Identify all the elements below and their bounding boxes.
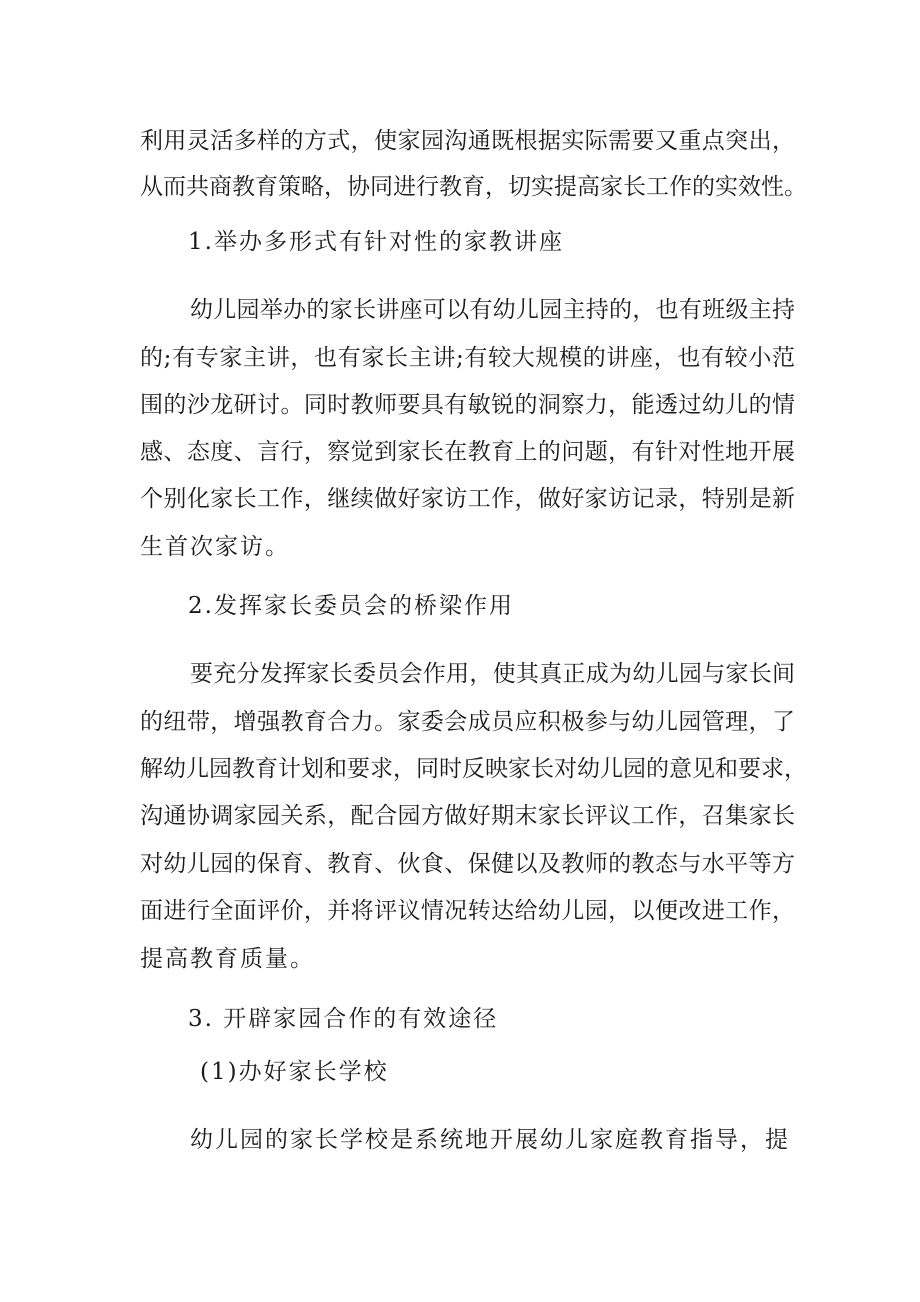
paragraph-line: 生首次家访。	[140, 534, 290, 560]
paragraph-line: 提高教育质量。	[140, 946, 315, 972]
paragraph-line: 的;有专家主讲，也有家长主讲;有较大规模的讲座，也有较小范	[140, 345, 795, 371]
paragraph-line: 个别化家长工作，继续做好家访工作，做好家访记录，特别是新	[140, 486, 795, 512]
paragraph-line: 幼儿园的家长学校是系统地开展幼儿家庭教育指导，提	[190, 1127, 790, 1153]
subsection-heading: (1)办好家长学校	[200, 1059, 389, 1085]
paragraph-line: 幼儿园举办的家长讲座可以有幼儿园主持的，也有班级主持	[190, 297, 795, 323]
paragraph-line: 解幼儿园教育计划和要求，同时反映家长对幼儿园的意见和要求，	[140, 756, 807, 782]
section-heading: 2.发挥家长委员会的桥梁作用	[188, 593, 514, 619]
paragraph-line: 对幼儿园的保育、教育、伙食、保健以及教师的教态与水平等方	[140, 851, 795, 877]
paragraph-line: 的纽带，增强教育合力。家委会成员应积极参与幼儿园管理，了	[140, 709, 795, 735]
paragraph-line: 从而共商教育策略，协同进行教育，切实提高家长工作的实效性。	[140, 174, 807, 200]
section-heading: 3. 开辟家园合作的有效途径	[188, 1006, 499, 1032]
paragraph-line: 沟通协调家园关系，配合园方做好期末家长评议工作，召集家长	[140, 803, 795, 829]
paragraph-line: 利用灵活多样的方式，使家园沟通既根据实际需要又重点突出，	[140, 128, 795, 154]
paragraph-line: 围的沙龙研讨。同时教师要具有敏锐的洞察力，能透过幼儿的情	[140, 392, 795, 418]
paragraph-line: 感、态度、言行，察觉到家长在教育上的问题，有针对性地开展	[140, 439, 795, 465]
section-heading: 1.举办多形式有针对性的家教讲座	[188, 229, 564, 255]
paragraph-line: 要充分发挥家长委员会作用，使其真正成为幼儿园与家长间	[190, 661, 795, 687]
paragraph-line: 面进行全面评价，并将评议情况转达给幼儿园，以便改进工作，	[140, 898, 795, 924]
